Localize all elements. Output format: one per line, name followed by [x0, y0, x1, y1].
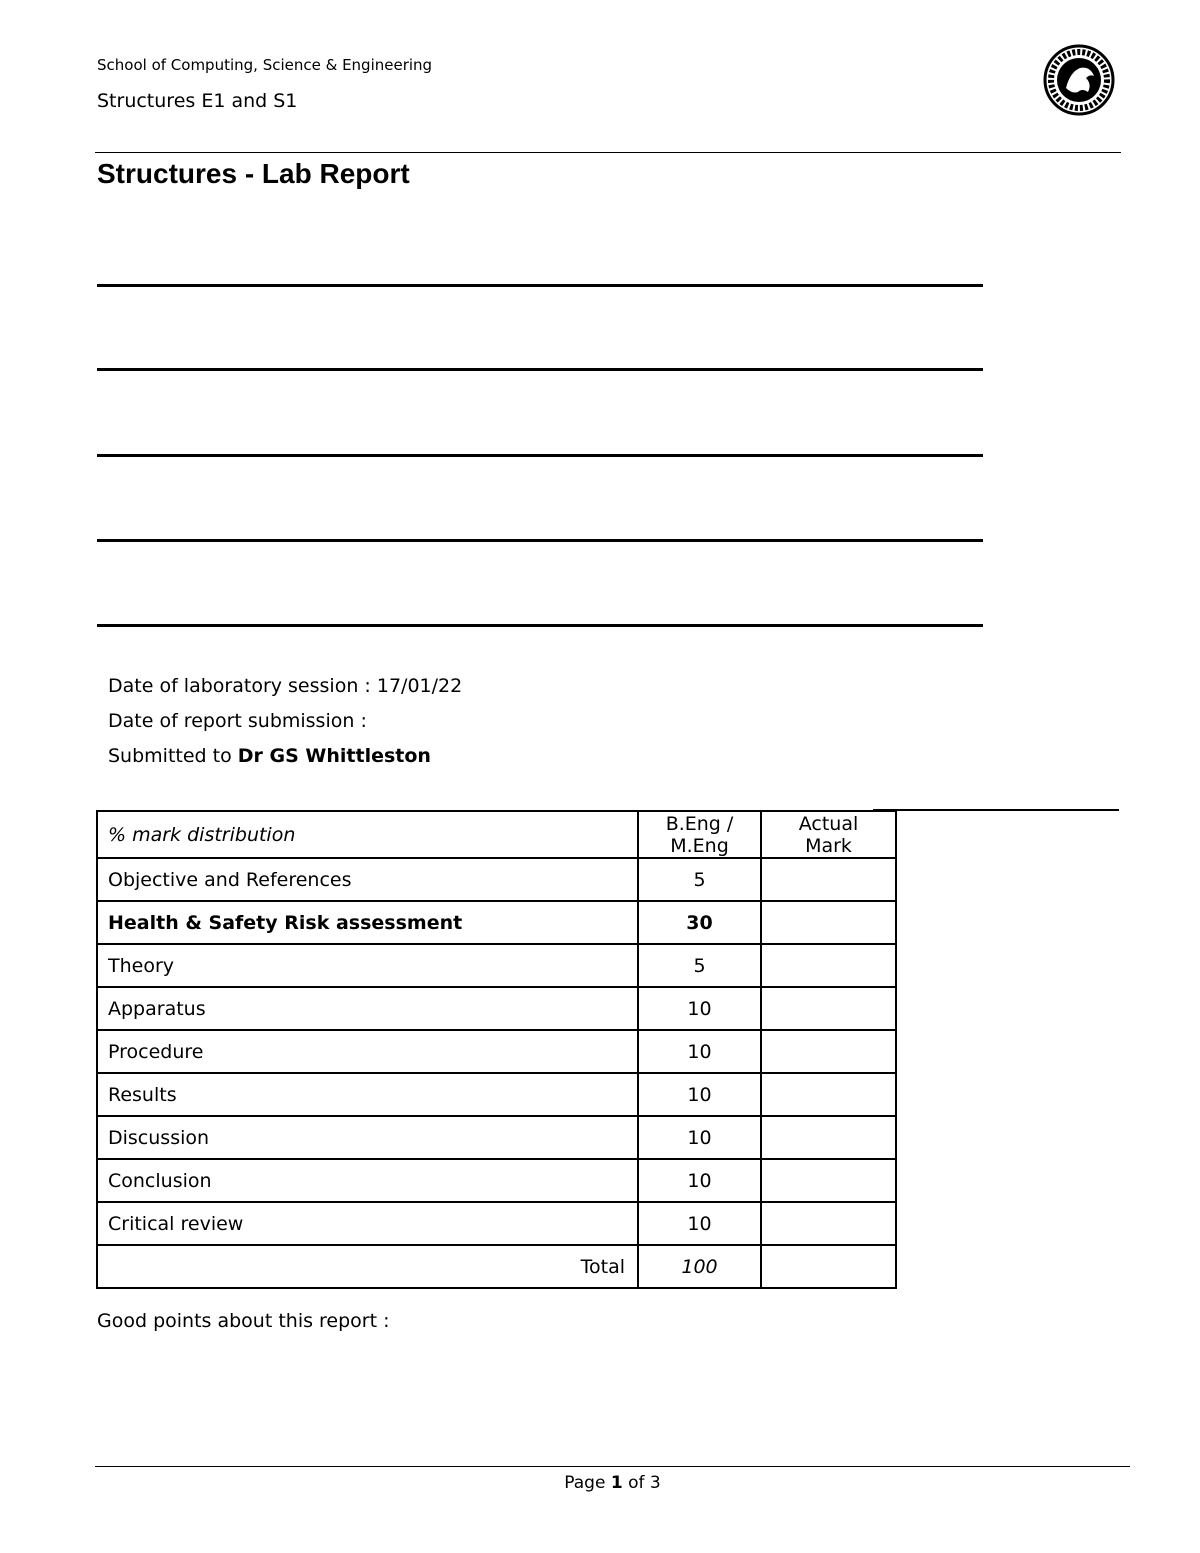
row-value: 10 — [638, 1030, 761, 1073]
row-value: 10 — [638, 1202, 761, 1245]
page-word: Page — [564, 1473, 611, 1493]
table-row — [97, 1030, 896, 1073]
row-value: 5 — [638, 858, 761, 901]
row-label: Critical review — [97, 1202, 638, 1245]
row-value: 10 — [638, 1073, 761, 1116]
school-name: School of Computing, Science & Engineering — [97, 56, 433, 74]
footer-divider — [95, 1466, 1130, 1467]
table-row — [97, 987, 896, 1030]
table-side-rule — [873, 809, 1119, 811]
actual-mark-cell[interactable] — [761, 987, 896, 1030]
blank-line-4 — [97, 539, 983, 542]
submitted-to-label: Submitted to — [108, 745, 238, 767]
header-meng: M.Eng — [670, 834, 729, 857]
mark-distribution-table — [96, 810, 897, 1289]
table-row — [97, 1073, 896, 1116]
lab-date-label: Date of laboratory session : — [108, 675, 377, 697]
table-total-row — [97, 1245, 896, 1288]
row-value: 10 — [638, 1159, 761, 1202]
submission-date: Date of report submission : — [108, 710, 367, 732]
header-mark: Mark — [805, 834, 852, 857]
row-label: Health & Safety Risk assessment — [97, 901, 638, 944]
actual-mark-cell[interactable] — [761, 944, 896, 987]
submitted-to-value: Dr GS Whittleston — [237, 745, 431, 767]
header-divider — [95, 152, 1121, 153]
actual-mark-cell[interactable] — [761, 901, 896, 944]
header-actual: Actual — [798, 812, 859, 835]
header-beng: B.Eng / — [665, 812, 734, 835]
of-word: of — [622, 1473, 650, 1493]
row-value: 30 — [638, 901, 761, 944]
table-row — [97, 944, 896, 987]
table-row — [97, 1116, 896, 1159]
row-label: Procedure — [97, 1030, 638, 1073]
lab-date-value: 17/01/22 — [376, 675, 463, 697]
blank-line-3 — [97, 454, 983, 457]
blank-line-1 — [97, 284, 983, 287]
actual-mark-cell[interactable] — [761, 1073, 896, 1116]
course-name: Structures E1 and S1 — [97, 90, 298, 112]
row-label: Objective and References — [97, 858, 638, 901]
row-label: Conclusion — [97, 1159, 638, 1202]
header-mark-distribution: % mark distribution — [97, 811, 638, 858]
row-value: 10 — [638, 1116, 761, 1159]
document-title: Structures - Lab Report — [97, 158, 410, 189]
lab-date — [108, 675, 462, 697]
table-row — [97, 1159, 896, 1202]
actual-mark-cell[interactable] — [761, 858, 896, 901]
total-label: Total — [97, 1245, 638, 1288]
header-actual-mark — [761, 811, 896, 858]
table-row — [97, 901, 896, 944]
row-value: 5 — [638, 944, 761, 987]
table-header-row — [97, 811, 896, 858]
actual-total-cell[interactable] — [761, 1245, 896, 1288]
total-value: 100 — [638, 1245, 761, 1288]
good-points-label: Good points about this report : — [97, 1310, 390, 1332]
row-label: Discussion — [97, 1116, 638, 1159]
blank-line-2 — [97, 368, 983, 371]
row-label: Theory — [97, 944, 638, 987]
row-label: Results — [97, 1073, 638, 1116]
current-page: 1 — [610, 1473, 623, 1493]
actual-mark-cell[interactable] — [761, 1159, 896, 1202]
university-seal-logo — [1040, 44, 1118, 116]
header-beng-meng — [638, 811, 761, 858]
row-label: Apparatus — [97, 987, 638, 1030]
actual-mark-cell[interactable] — [761, 1202, 896, 1245]
row-value: 10 — [638, 987, 761, 1030]
table-row — [97, 858, 896, 901]
blank-line-5 — [97, 624, 983, 627]
submitted-to — [108, 745, 431, 767]
actual-mark-cell[interactable] — [761, 1116, 896, 1159]
total-pages: 3 — [649, 1473, 661, 1493]
table-row — [97, 1202, 896, 1245]
page-footer — [0, 1473, 1200, 1493]
actual-mark-cell[interactable] — [761, 1030, 896, 1073]
